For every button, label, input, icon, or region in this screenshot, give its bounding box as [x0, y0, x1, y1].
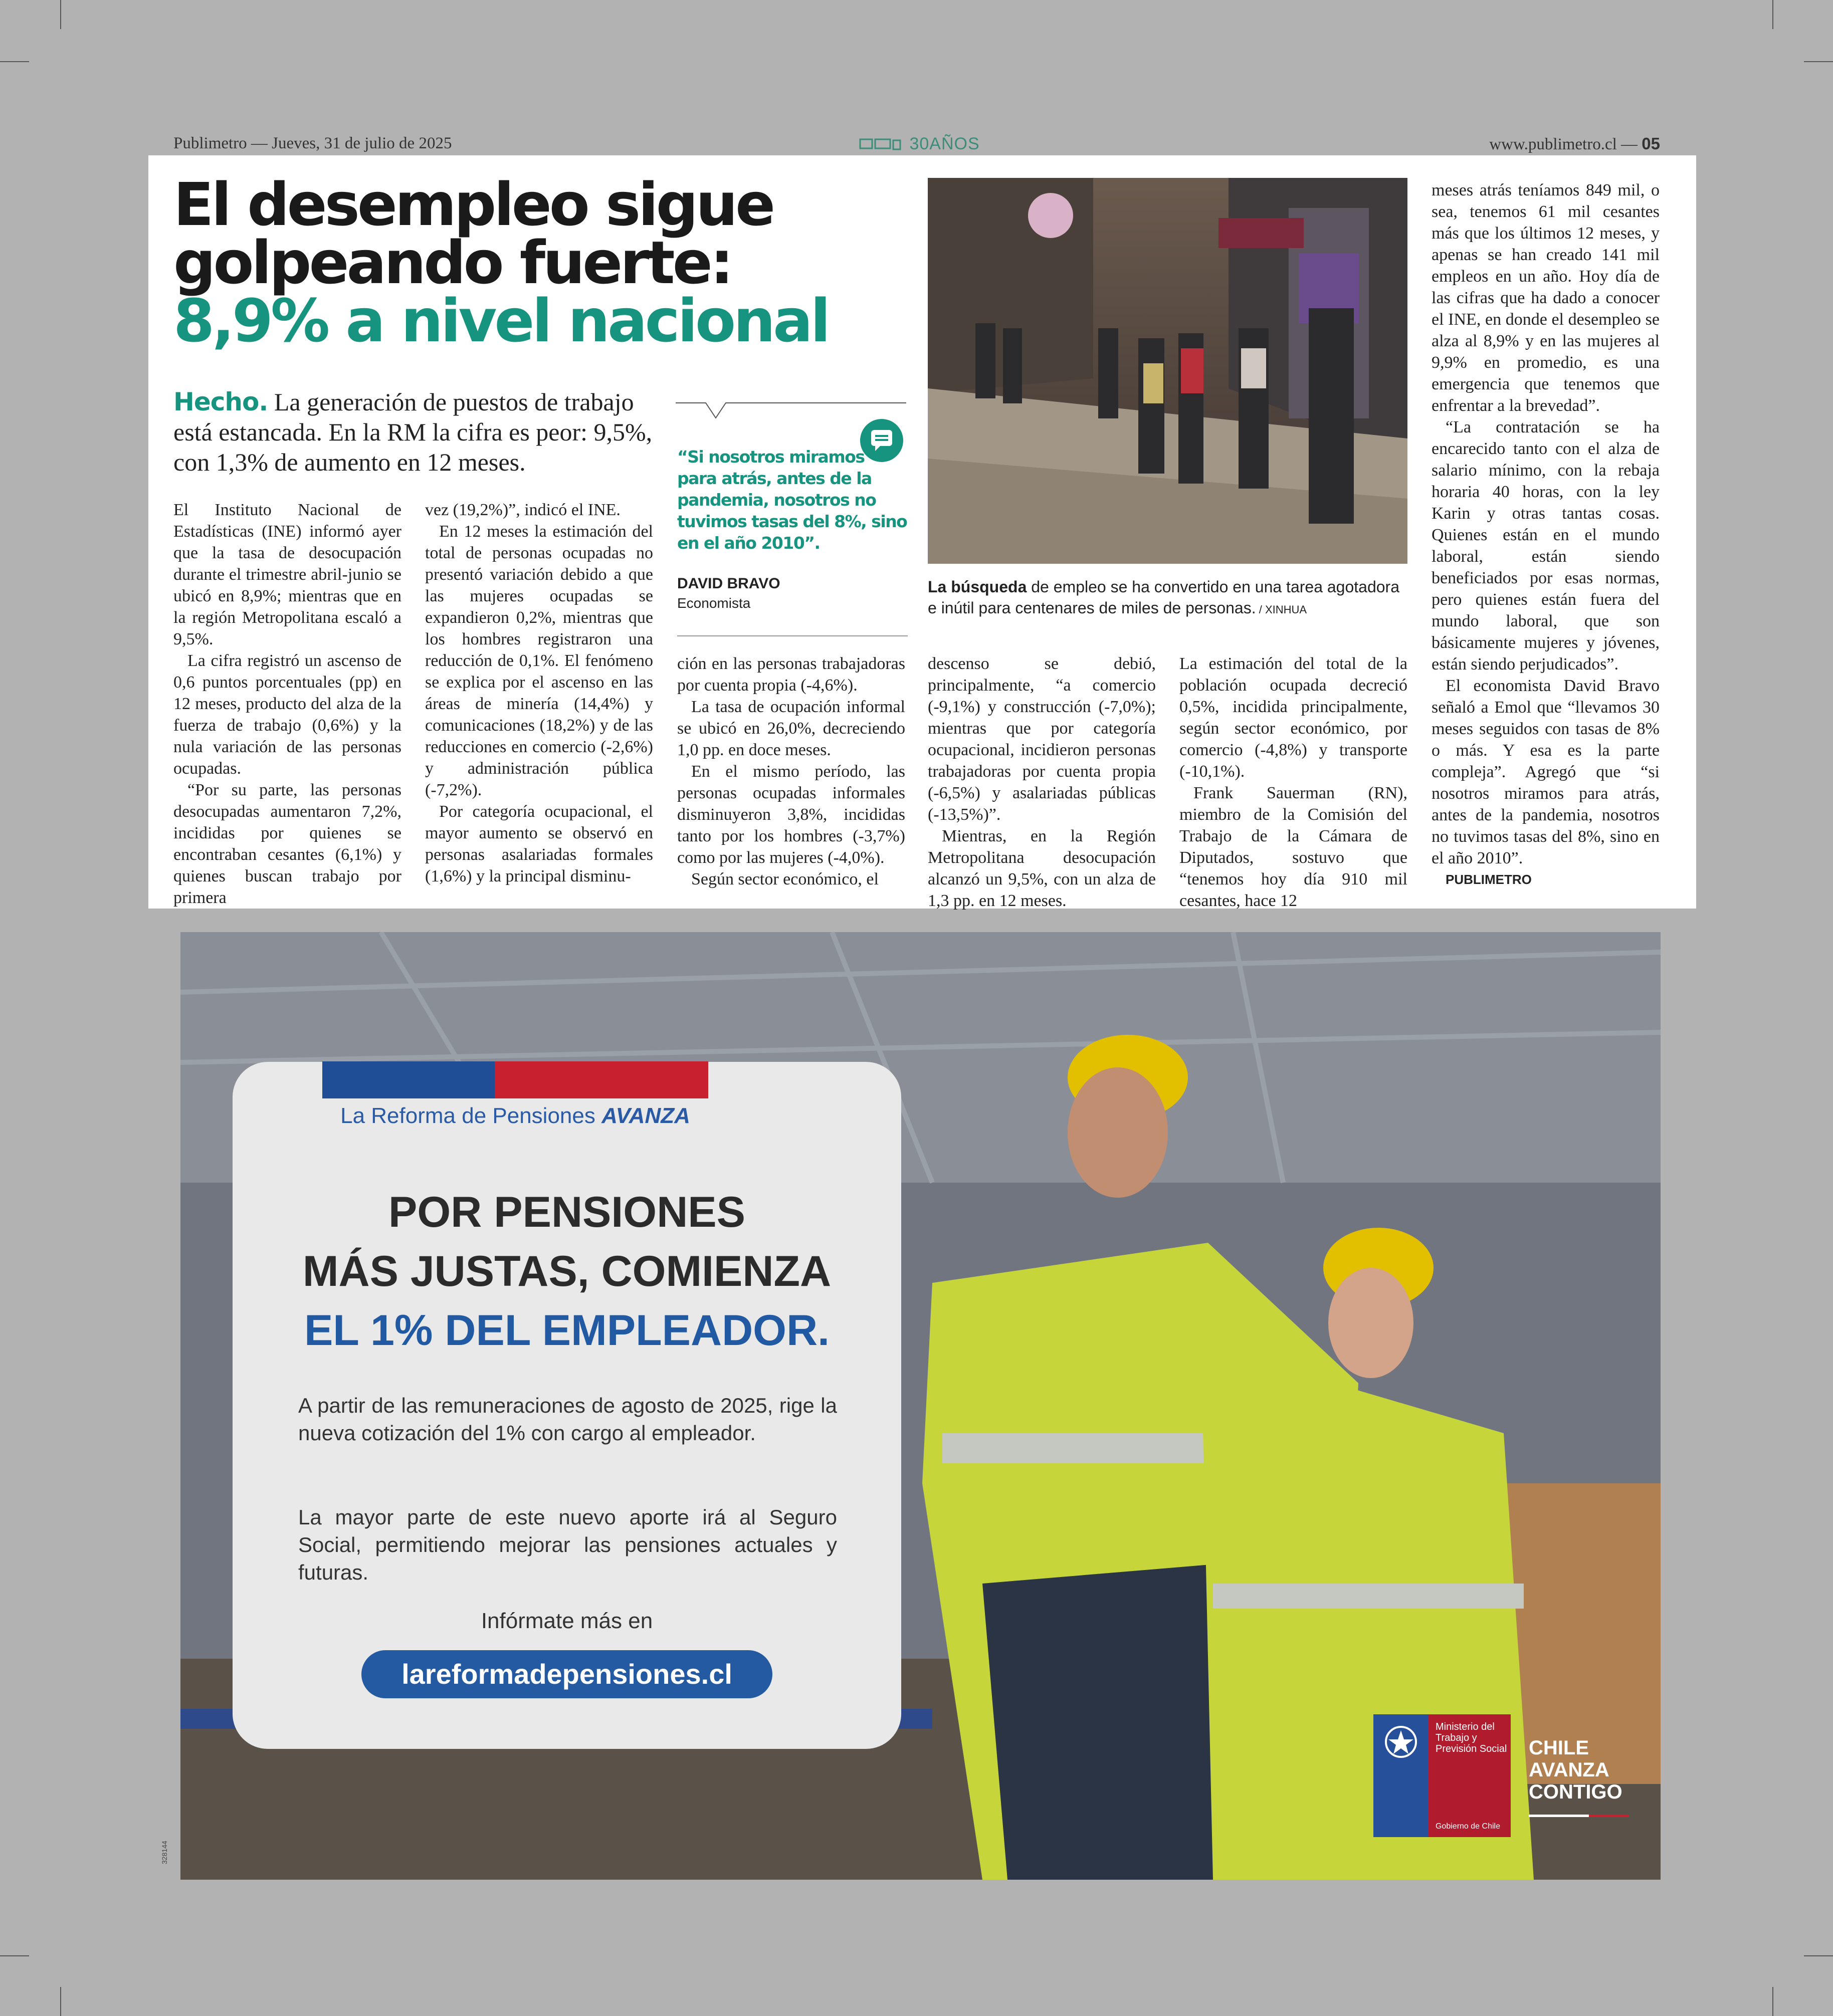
crop-mark — [1804, 1955, 1833, 1956]
running-head — [173, 134, 1660, 154]
headline-highlight: 8,9% a nivel nacional — [173, 286, 829, 355]
headline-main: El desempleo sigue golpeando fuerte: — [173, 170, 773, 297]
slogan-line: CHILE — [1529, 1737, 1589, 1759]
body-column-6 — [1432, 179, 1660, 890]
paragraph: La estimación del total de la población ocupada decreció 0,5%, incidida principalmente, según sector económico, por comercio (-4,8%) y transporte (-10,1%). — [1179, 654, 1407, 781]
slogan-line: AVANZA — [1529, 1759, 1609, 1781]
ad-headline — [233, 1183, 901, 1360]
chile-slogan — [1529, 1737, 1629, 1825]
quote-author: DAVID BRAVO — [677, 575, 780, 592]
crop-mark — [0, 61, 29, 62]
paragraph: ción en las personas trabajadoras por cuenta propia (-4,6%). — [677, 654, 905, 695]
info-label: Infórmate más en — [481, 1609, 653, 1633]
byline: PUBLIMETRO — [1446, 872, 1532, 887]
body-column-3 — [677, 653, 905, 890]
devices-icon — [859, 137, 904, 151]
ad-headline-line: EL 1% DEL EMPLEADOR. — [304, 1306, 830, 1355]
tagline-emphasis: AVANZA — [601, 1103, 690, 1128]
ad-body-text: La mayor parte de este nuevo aporte irá al Seguro Social, permitiendo mejorar las pensiones actuales y futuras. — [298, 1505, 837, 1584]
slogan-underline — [1529, 1814, 1629, 1821]
paragraph: En 12 meses la estimación del total de personas ocupadas no presentó variación debido a que las mujeres ocupadas se expandieron 0,2%, mientras que los hombres registraron una reducción de 0,1%. El fenómeno se explica por el ascenso en las áreas de minería (14,4%) y comunicaciones (18,2%) y de las reducciones en comercio (-2,6%) y administración pública (-7,2%). — [425, 522, 653, 799]
quote-rule — [676, 401, 906, 421]
paragraph: En el mismo período, las personas ocupadas informales disminuyeron 3,8%, incididas tanto por los hombres (-3,7%) como por las mujeres (-4,0%). — [677, 762, 905, 867]
crop-mark — [1804, 61, 1833, 62]
news-page — [148, 155, 1696, 909]
pull-quote: “Si nosotros miramos para atrás, antes de la pandemia, nosotros no tuvimos tasas del 8%, sino en el año 2010”. — [677, 447, 907, 553]
caption-text: de empleo se ha convertido en una tarea agotadora e inútil para centenares de miles de personas. — [928, 578, 1399, 617]
paragraph: Por categoría ocupacional, el mayor aumento se observó en personas asalariadas formales (1,6%) y la principal disminu- — [425, 802, 653, 885]
flag-stripe — [322, 1061, 708, 1098]
crop-mark — [1772, 0, 1773, 29]
body-column-1 — [173, 499, 401, 909]
street-photo — [928, 178, 1407, 564]
photo-caption — [928, 576, 1409, 620]
ad-headline-line: POR PENSIONES — [388, 1188, 746, 1236]
ad-headline-line: MÁS JUSTAS, COMIENZA — [302, 1247, 832, 1295]
paragraph: “La contratación se ha encarecido tanto con el alza de salario mínimo, con la rebaja horaria 40 horas, con la ley Karin y otras tantas cosas. Quienes están en el mundo laboral, están siendo beneficiados por esas normas, pero quienes están fuera del mundo laboral, que son básicamente mujeres y jóvenes, están siendo perjudicados”. — [1432, 418, 1660, 674]
reform-tagline — [322, 1103, 708, 1129]
paragraph: vez (19,2%)”, indicó el INE. — [425, 501, 621, 519]
crop-mark — [1772, 1987, 1773, 2016]
paragraph: La cifra registró un ascenso de 0,6 puntos porcentuales (pp) en 12 meses, producto del alza de la fuerza de trabajo (0,6%) y la nula variación de las personas ocupadas. — [173, 651, 401, 778]
site-url: www.publimetro.cl — — [1489, 135, 1642, 153]
anniversary-text: 30AÑOS — [909, 134, 980, 153]
pension-reform-ad — [180, 932, 1661, 1880]
paragraph: descenso se debió, principalmente, “a comercio (-9,1%) y construcción (-7,0%); mientras que por categoría ocupacional, incidieron personas trabajadoras por cuenta propia (-6,5%) y asalariadas públicas (-13,5%)”. — [928, 654, 1156, 824]
ministry-logo — [1373, 1714, 1511, 1837]
coat-of-arms-icon — [1373, 1714, 1429, 1837]
photo-credit: / XINHUA — [1256, 603, 1307, 616]
ministry-name: Ministerio del Trabajo y Previsión Social — [1436, 1721, 1507, 1754]
ad-code: 328144 — [160, 1841, 168, 1864]
issue-date: Publimetro — Jueves, 31 de julio de 2025 — [173, 134, 452, 152]
paragraph: El economista David Bravo señaló a Emol que “llevamos 30 meses seguidos con tasas de 8% o más. Y esa es la parte compleja”. Agregó que “si nosotros miramos para atrás, antes de la pandemia, nosotros no tuvimos tasas del 8%, sino en el año 2010”. — [1432, 677, 1660, 867]
tagline-prefix: La Reforma de Pensiones — [340, 1103, 602, 1128]
deck-label: Hecho. — [173, 387, 268, 416]
quote-role: Economista — [677, 595, 751, 611]
deck — [173, 387, 655, 477]
caption-lead: La búsqueda — [928, 578, 1027, 596]
paragraph: “Por su parte, las personas desocupadas aumentaron 7,2%, incididas por quienes se encontraban cesantes (6,1%) y quienes buscan trabajo por primera — [173, 781, 401, 907]
paragraph: La tasa de ocupación informal se ubicó en 26,0%, decreciendo 1,0 pp. en doce meses. — [677, 698, 905, 759]
website-button[interactable]: lareformadepensiones.cl — [361, 1650, 772, 1698]
deck-text: La generación de puestos de trabajo está estancada. En la RM la cifra es peor: 9,5%, con 1,3% de aumento en 12 meses. — [173, 388, 653, 476]
crop-mark — [0, 1955, 29, 1956]
paragraph: El Instituto Nacional de Estadísticas (INE) informó ayer que la tasa de desocupación durante el trimestre abril-junio se ubicó en 8,9%; mientras que en la región Metropolitana escaló a 9,5%. — [173, 501, 401, 648]
paragraph: Según sector económico, el — [691, 870, 879, 888]
body-column-2 — [425, 499, 653, 887]
crop-mark — [60, 0, 61, 29]
body-column-4 — [928, 653, 1156, 912]
paragraph: meses atrás teníamos 849 mil, o sea, tenemos 61 mil cesantes más que los últimos 12 meses, y apenas se han creado 141 mil empleos en un año. Hoy día de las cifras que ha dado a conocer el INE, en donde el desempleo se alza al 8,9% y en las mujeres al 9,9% en promedio, es una emergencia que tenemos que enfrentar a la brevedad”. — [1432, 181, 1660, 415]
site-and-page — [1489, 134, 1660, 154]
page-number: 05 — [1642, 134, 1660, 153]
slogan-line: CONTIGO — [1529, 1781, 1622, 1803]
headline — [173, 170, 895, 355]
paragraph: Mientras, en la Región Metropolitana desocupación alcanzó un 9,5%, con un alza de 1,3 pp. en 12 meses. — [928, 827, 1156, 910]
anniversary-badge — [859, 134, 980, 154]
government-label: Gobierno de Chile — [1436, 1822, 1500, 1831]
body-column-5 — [1179, 653, 1407, 912]
ad-body-text: A partir de las remuneraciones de agosto de 2025, rige la nueva cotización del 1% con cargo al empleador. — [298, 1394, 837, 1445]
paragraph: Frank Sauerman (RN), miembro de la Comisión del Trabajo de la Cámara de Diputados, sostuvo que “tenemos hoy día 910 mil cesantes, hace 12 — [1179, 784, 1407, 910]
crop-mark — [60, 1987, 61, 2016]
divider — [677, 635, 908, 636]
